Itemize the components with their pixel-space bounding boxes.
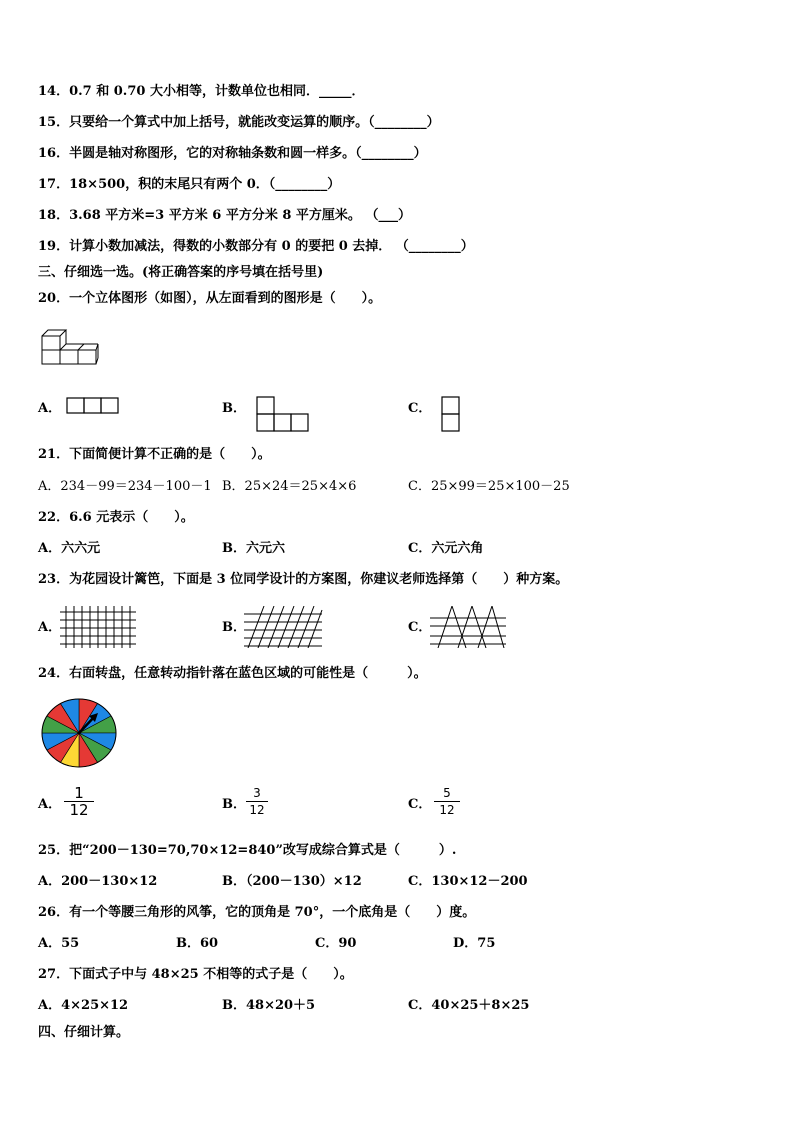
q23-option-c: C． (408, 620, 432, 635)
section-3-heading: 三、仔细选一选。(将正确答案的序号填在括号里) (38, 265, 324, 280)
q24-option-a-fraction: 1 12 (64, 786, 94, 817)
q24-option-b: B． (222, 797, 246, 812)
q20-option-c-figure (440, 396, 462, 434)
question-14: 14．0.7 和 0.70 大小相等，计数单位也相同．_____． (38, 84, 365, 99)
q24-option-c-fraction: 5 12 (434, 786, 460, 817)
q26-option-b: B．60 (176, 936, 219, 951)
fence-grid-figure (60, 606, 138, 648)
question-18: 18．3.68 平方米=3 平方米 6 平方分米 8 平方厘米。 （___） (38, 208, 411, 223)
q23-option-a: A． (38, 620, 62, 635)
q24-option-c: C． (408, 797, 432, 812)
q22-option-a: A．六六元 (38, 541, 101, 556)
q26-option-d: D．75 (453, 936, 496, 951)
q27-option-c: C．40×25＋8×25 (408, 998, 530, 1013)
question-25: 25．把“200－130=70,70×12=840”改写成综合算式是（ ）. (38, 843, 457, 858)
solid-figure (40, 326, 100, 368)
q26-option-c: C．90 (315, 936, 357, 951)
q25-option-a: A．200－130×12 (38, 874, 158, 889)
question-15: 15．只要给一个算式中加上括号，就能改变运算的顺序。（________） (38, 115, 440, 130)
q20-option-b-figure (256, 396, 312, 434)
question-19: 19．计算小数加减法，得数的小数部分有 0 的要把 0 去掉． （________） (38, 239, 474, 254)
question-16: 16．半圆是轴对称图形，它的对称轴条数和圆一样多。（________） (38, 146, 427, 161)
spinner-wheel (40, 697, 120, 769)
q25-option-c: C．130×12－200 (408, 874, 528, 889)
question-21: 21．下面简便计算不正确的是（ ）。 (38, 447, 271, 462)
q26-option-a: A．55 (38, 936, 80, 951)
question-26: 26．有一个等腰三角形的风筝，它的顶角是 70°，一个底角是（ ）度。 (38, 905, 476, 920)
q20-option-b: B． (222, 401, 246, 416)
q24-option-b-fraction: 3 12 (246, 786, 268, 817)
fence-slanted-figure (244, 606, 324, 648)
q25-option-b: B．（200－130）×12 (222, 874, 362, 889)
question-17: 17．18×500，积的末尾只有两个 0．（________） (38, 177, 341, 192)
question-27: 27．下面式子中与 48×25 不相等的式子是（ ）。 (38, 967, 353, 982)
q20-option-c: C． (408, 401, 432, 416)
section-4-heading: 四、仔细计算。 (38, 1025, 130, 1040)
q20-option-a-figure (66, 397, 120, 415)
fence-triangle-figure (430, 606, 508, 648)
q21-option-b: B．25×24＝25×4×6 (222, 479, 357, 494)
q20-option-a: A． (38, 401, 62, 416)
q27-option-b: B．48×20＋5 (222, 998, 316, 1013)
q23-option-b: B． (222, 620, 246, 635)
q22-option-b: B．六元六 (222, 541, 285, 556)
q21-option-a: A．234－99＝234－100－1 (38, 479, 212, 494)
question-22: 22．6.6 元表示（ ）。 (38, 510, 194, 525)
q21-option-c: C．25×99＝25×100－25 (408, 479, 570, 494)
q22-option-c: C．六元六角 (408, 541, 484, 556)
question-20: 20．一个立体图形（如图），从左面看到的图形是（ ）。 (38, 291, 382, 306)
q27-option-a: A．4×25×12 (38, 998, 129, 1013)
q24-option-a: A． (38, 797, 62, 812)
question-23: 23．为花园设计篱笆，下面是 3 位同学设计的方案图，你建议老师选择第（ ）种方案。 (38, 572, 569, 587)
question-24: 24．右面转盘，任意转动指针落在蓝色区域的可能性是（ ）。 (38, 666, 427, 681)
